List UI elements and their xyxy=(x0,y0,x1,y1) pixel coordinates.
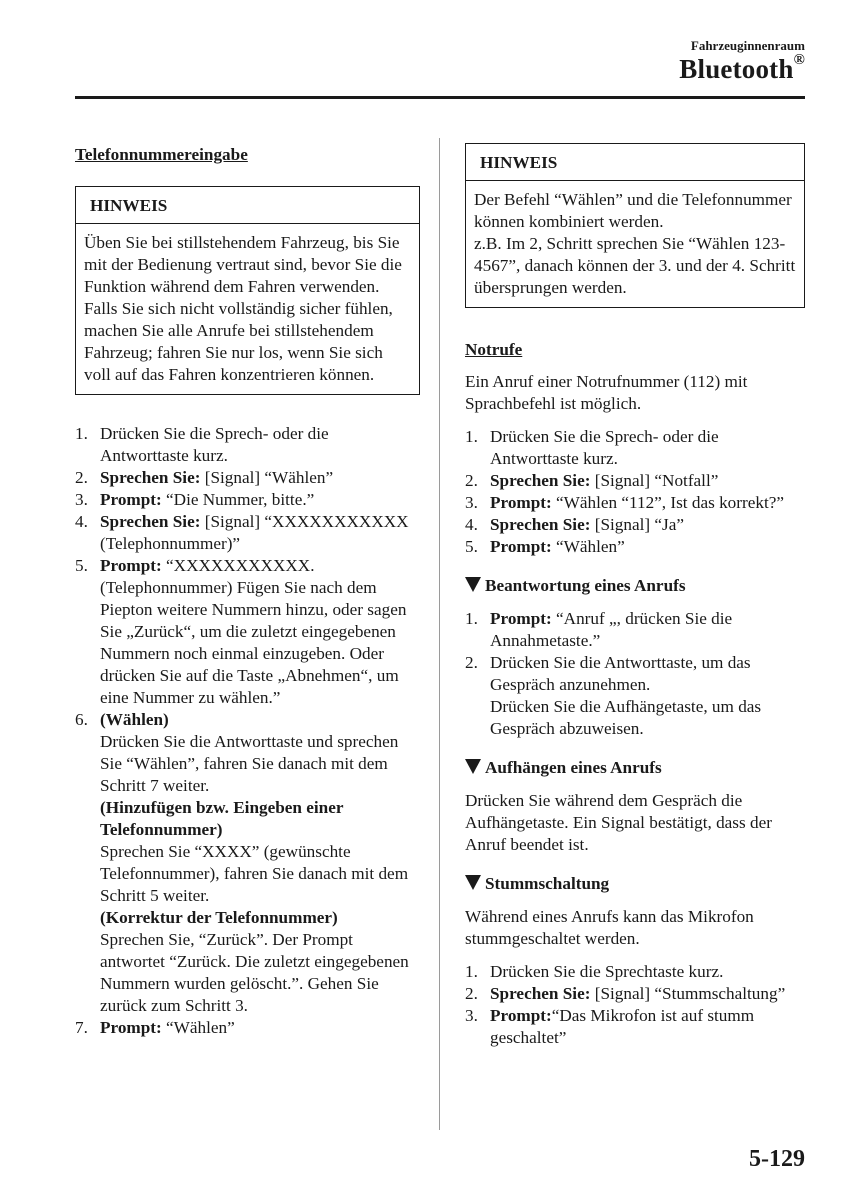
step-item xyxy=(75,709,420,1017)
step-text: Drücken Sie die Sprech- oder die Antworttaste kurz. xyxy=(100,424,329,465)
step-number: 3. xyxy=(465,493,478,512)
step-item xyxy=(465,470,805,492)
step-item xyxy=(465,536,805,558)
note-text: z.B. Im 2, Schritt sprechen Sie “Wählen 123-4567”, danach können der 3. und der 4. Schritt übersprungen werden. xyxy=(474,234,796,297)
step-text: [Signal] “Notfall” xyxy=(590,471,719,490)
heading-mute xyxy=(465,873,805,895)
step-text: [Signal] “Stummschaltung” xyxy=(590,984,786,1003)
step-number: 6. xyxy=(75,710,88,729)
step-item xyxy=(465,1005,805,1049)
step-label: Prompt: xyxy=(100,490,162,509)
step-item xyxy=(75,1017,420,1039)
column-divider xyxy=(439,138,440,1130)
heading-answer-call xyxy=(465,575,805,597)
step-number: 1. xyxy=(465,609,478,628)
step-subheading: (Hinzufügen bzw. Eingeben einer Telefonnummer) xyxy=(100,798,344,839)
heading-text: Stummschaltung xyxy=(485,874,610,893)
step-label: Prompt: xyxy=(100,556,162,575)
triangle-down-icon xyxy=(465,875,481,890)
step-item xyxy=(75,511,420,555)
step-label: Prompt: xyxy=(100,1018,162,1037)
note-text: Üben Sie bei stillstehendem Fahrzeug, bis Sie mit der Bedienung vertraut sind, bevor Sie die Funktion während dem Fahren verwenden. Falls Sie sich nicht vollständig sicher fühlen, machen Sie alle Anrufe bei stillstehendem Fahrzeug; fahren Sie nur los, wenn Sie sich voll auf das Fahren konzentrieren können. xyxy=(84,233,402,384)
step-text: Drücken Sie die Sprech- oder die Antworttaste kurz. xyxy=(490,427,719,468)
step-number: 4. xyxy=(465,515,478,534)
triangle-down-icon xyxy=(465,577,481,592)
step-label: Sprechen Sie: xyxy=(490,515,591,534)
step-label: Prompt: xyxy=(490,493,552,512)
step-item xyxy=(465,514,805,536)
step-text: “Wählen” xyxy=(161,1018,235,1037)
step-number: 3. xyxy=(75,490,88,509)
heading-text: Aufhängen eines Anrufs xyxy=(485,758,662,777)
step-number: 4. xyxy=(75,512,88,531)
step-text: Sprechen Sie “XXXX” (gewünschte Telefonnummer), fahren Sie danach mit dem Schritt 5 weiter. xyxy=(100,842,409,905)
number-entry-steps xyxy=(75,423,420,1039)
note-text: Der Befehl “Wählen” und die Telefonnummer können kombiniert werden. xyxy=(474,190,792,231)
step-text: “XXXXXXXXXXX. (Telephonnummer) Fügen Sie nach dem Piepton weitere Nummern hinzu, oder sagen Sie „Zurück“, um die zuletzt eingegebenen Nummern noch einmal einzugeben. Oder drücken Sie auf die Taste „Abnehmen“, um eine Nummer zu wählen.” xyxy=(100,556,407,707)
step-item xyxy=(465,983,805,1005)
page-title xyxy=(679,54,805,85)
section-category: Fahrzeuginnenraum xyxy=(690,38,805,53)
step-text: “Das Mikrofon ist auf stumm geschaltet” xyxy=(490,1006,755,1047)
answer-steps xyxy=(465,608,805,740)
emergency-steps xyxy=(465,426,805,558)
step-item xyxy=(465,652,805,740)
step-label: Prompt: xyxy=(490,537,552,556)
step-number: 3. xyxy=(465,1006,478,1025)
step-label: Prompt: xyxy=(490,609,552,628)
step-item xyxy=(75,555,420,709)
page-title-text: Bluetooth xyxy=(679,54,794,84)
step-item xyxy=(465,961,805,983)
emergency-intro: Ein Anruf einer Notrufnummer (112) mit Sprachbefehl ist möglich. xyxy=(465,372,748,413)
step-number: 5. xyxy=(465,537,478,556)
step-item xyxy=(75,489,420,511)
step-text: Drücken Sie die Sprechtaste kurz. xyxy=(490,962,724,981)
heading-text: Beantwortung eines Anrufs xyxy=(485,576,686,595)
step-item xyxy=(465,608,805,652)
step-number: 2. xyxy=(465,653,478,672)
step-item xyxy=(75,467,420,489)
right-column xyxy=(465,143,805,1049)
step-text: [Signal] “Wählen” xyxy=(200,468,334,487)
step-item xyxy=(465,426,805,470)
step-number: 2. xyxy=(465,471,478,490)
step-item xyxy=(75,423,420,467)
heading-number-entry: Telefonnummereingabe xyxy=(75,145,248,164)
header-rule xyxy=(75,96,805,99)
step-text: “Die Nummer, bitte.” xyxy=(161,490,315,509)
triangle-down-icon xyxy=(465,759,481,774)
step-subheading: (Korrektur der Telefonnummer) xyxy=(100,908,338,927)
heading-hang-up xyxy=(465,757,805,779)
step-text: [Signal] “Ja” xyxy=(590,515,684,534)
step-text: Drücken Sie die Antworttaste, um das Gespräch anzunehmen. xyxy=(490,653,751,694)
step-number: 2. xyxy=(75,468,88,487)
page-number: 5-129 xyxy=(749,1146,805,1172)
step-label: Sprechen Sie: xyxy=(490,471,591,490)
hang-up-text: Drücken Sie während dem Gespräch die Aufhängetaste. Ein Signal bestätigt, dass der Anruf beendet ist. xyxy=(465,791,772,854)
step-text: [Signal] “XXXXXXXXXXX (Telephonnummer)” xyxy=(100,512,409,553)
step-text: “Wählen” xyxy=(551,537,625,556)
note-body xyxy=(466,181,804,307)
step-number: 5. xyxy=(75,556,88,575)
note-box-combine xyxy=(465,143,805,308)
step-subheading: (Wählen) xyxy=(100,710,169,729)
step-number: 1. xyxy=(465,962,478,981)
step-text: “Anruf „, drücken Sie die Annahmetaste.” xyxy=(490,609,733,650)
step-item xyxy=(465,492,805,514)
heading-emergency: Notrufe xyxy=(465,340,523,359)
step-number: 7. xyxy=(75,1018,88,1037)
registered-mark: ® xyxy=(793,52,805,68)
note-box-safety xyxy=(75,186,420,395)
step-label: Sprechen Sie: xyxy=(100,468,201,487)
step-label: Prompt: xyxy=(490,1006,552,1025)
step-label: Sprechen Sie: xyxy=(490,984,591,1003)
note-body xyxy=(76,224,419,394)
step-text: “Wählen “112”, Ist das korrekt?” xyxy=(551,493,784,512)
step-text: Drücken Sie die Aufhängetaste, um das Gespräch abzuweisen. xyxy=(490,697,762,738)
step-label: Sprechen Sie: xyxy=(100,512,201,531)
step-number: 2. xyxy=(465,984,478,1003)
step-text: Drücken Sie die Antworttaste und sprechen Sie “Wählen”, fahren Sie danach mit dem Schritt 7 weiter. xyxy=(100,732,399,795)
step-number: 1. xyxy=(75,424,88,443)
step-text: Sprechen Sie, “Zurück”. Der Prompt antwortet “Zurück. Die zuletzt eingegebenen Nummern wurden gelöscht.”. Gehen Sie zurück zum Schritt 3. xyxy=(100,930,409,1015)
note-label: HINWEIS xyxy=(76,187,419,224)
mute-steps xyxy=(465,961,805,1049)
mute-text: Während eines Anrufs kann das Mikrofon stummgeschaltet werden. xyxy=(465,907,754,948)
step-number: 1. xyxy=(465,427,478,446)
left-column xyxy=(75,144,420,1039)
note-label: HINWEIS xyxy=(466,144,804,181)
